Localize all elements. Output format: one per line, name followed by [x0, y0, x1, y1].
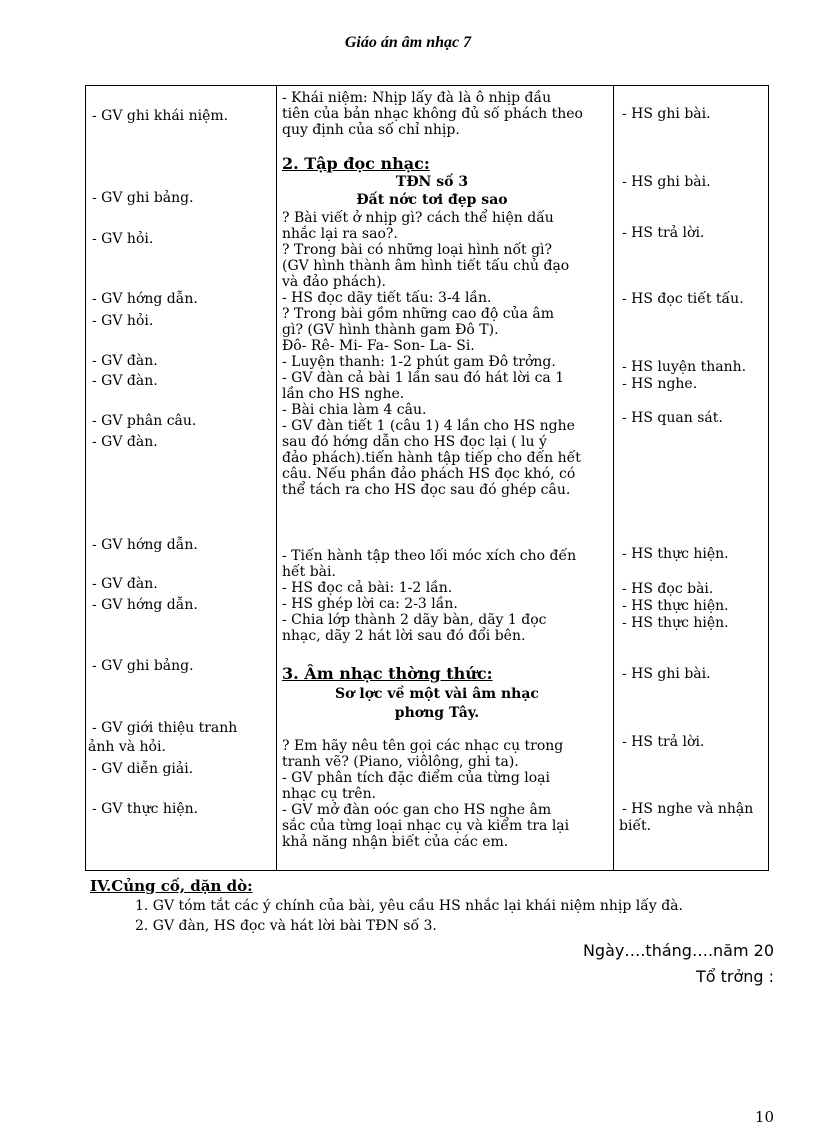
student-activity: - HS ghi bài.: [622, 106, 711, 122]
content-line: - Tiến hành tập theo lối móc xích cho đến: [282, 548, 577, 564]
content-line: lần cho HS nghe.: [282, 386, 405, 402]
teacher-activity: - GV đàn.: [92, 373, 158, 389]
student-activity: - HS đọc bài.: [622, 581, 714, 597]
content-line: khả năng nhận biết của các em.: [282, 834, 509, 850]
column-divider: [613, 86, 614, 870]
signature-block: [583, 938, 774, 990]
content-line: thể tách ra cho HS đọc sau đó ghép câu.: [282, 482, 571, 498]
teacher-activity: - GV ghi bảng.: [92, 658, 194, 674]
content-line: nhắc lại ra sao?.: [282, 226, 398, 242]
section-2-heading: 2. Tập đọc nhạc:: [282, 154, 430, 173]
content-block-instruments: [282, 738, 612, 850]
content-line: (GV hình thành âm hình tiết tấu chủ đạo: [282, 258, 570, 274]
student-activity: - HS quan sát.: [622, 410, 723, 426]
teacher-activity: - GV đàn.: [92, 353, 158, 369]
content-line: - GV đàn tiết 1 (câu 1) 4 lần cho HS nghe: [282, 418, 575, 434]
column-divider: [276, 86, 277, 870]
tdn-title: TĐN số 3: [395, 174, 469, 190]
teacher-activity: - GV đàn.: [92, 576, 158, 592]
content-line: - Khái niệm: Nhịp lấy đà là ô nhịp đầu: [282, 90, 552, 106]
section-3-subtitle-1: Sơ lợc về một vài âm nhạc: [335, 686, 539, 702]
content-line: - Bài chia làm 4 câu.: [282, 402, 427, 418]
content-line: gì? (GV hình thành gam Đô T).: [282, 322, 499, 338]
consolidation-heading: IV.Củng cố, dặn dò:: [90, 877, 253, 895]
teacher-activity: - GV ghi bảng.: [92, 190, 194, 206]
student-activity: - HS thực hiện.: [622, 598, 729, 614]
student-activity: - HS thực hiện.: [622, 546, 729, 562]
content-line: ? Trong bài gồm những cao độ của âm: [282, 306, 554, 322]
page-number: 10: [754, 1108, 774, 1126]
teacher-activity: - GV hớng dẫn.: [92, 291, 198, 307]
lesson-table: [85, 85, 769, 871]
content-line: sắc của từng loại nhạc cụ và kiểm tra lại: [282, 818, 570, 834]
content-line: Đô- Rê- Mi- Fa- Son- La- Si.: [282, 338, 475, 354]
content-line: - HS ghép lời ca: 2-3 lần.: [282, 596, 458, 612]
teacher-activity: ảnh và hỏi.: [88, 739, 166, 755]
content-line: câu. Nếu phần đảo phách HS đọc khó, có: [282, 466, 576, 482]
content-line: quy định của số chỉ nhịp.: [282, 122, 460, 138]
content-line: ? Em hãy nêu tên gọi các nhạc cụ trong: [282, 738, 564, 754]
teacher-activity: - GV thực hiện.: [92, 801, 199, 817]
teacher-activity: - GV hớng dẫn.: [92, 597, 198, 613]
content-line: ? Bài viết ở nhịp gì? cách thể hiện dấu: [282, 210, 554, 226]
content-line: nhạc cụ trên.: [282, 786, 377, 802]
teacher-activity: - GV ghi khái niệm.: [92, 108, 229, 124]
content-line: - HS đọc dãy tiết tấu: 3-4 lần.: [282, 290, 492, 306]
teacher-activity: - GV đàn.: [92, 434, 158, 450]
content-block-practice: [282, 548, 612, 644]
content-line: - GV đàn cả bài 1 lần sau đó hát lời ca 1: [282, 370, 565, 386]
teacher-activity: - GV giới thiệu tranh: [92, 720, 238, 736]
consolidation-item: 1. GV tóm tắt các ý chính của bài, yêu cầu HS nhắc lại khái niệm nhịp lấy đà.: [135, 898, 683, 914]
teacher-activity: - GV diễn giải.: [92, 761, 194, 777]
student-activity: - HS luyện thanh.: [622, 359, 747, 375]
content-line: tranh vẽ? (Piano, viôlông, ghi ta).: [282, 754, 519, 770]
student-activity: - HS trả lời.: [622, 734, 705, 750]
content-line: tiên của bản nhạc không đủ số phách theo: [282, 106, 583, 122]
student-activity: - HS nghe và nhận: [622, 801, 754, 817]
teacher-activity: - GV phân câu.: [92, 413, 197, 429]
student-activity: - HS nghe.: [622, 376, 698, 392]
signer-title: Tổ trởng :: [695, 967, 774, 986]
content-line: hết bài.: [282, 564, 336, 580]
content-line: - GV phân tích đặc điểm của từng loại: [282, 770, 550, 786]
teacher-activity: - GV hỏi.: [92, 231, 154, 247]
student-activity: - HS đọc tiết tấu.: [622, 291, 744, 307]
content-line: ? Trong bài có những loại hình nốt gì?: [282, 242, 553, 258]
content-block-concept: [282, 90, 612, 138]
content-line: - Luyện thanh: 1-2 phút gam Đô trởng.: [282, 354, 556, 370]
student-activity: - HS ghi bài.: [622, 666, 711, 682]
date-line: Ngày….tháng….năm 20: [582, 941, 774, 960]
student-activity: biết.: [619, 818, 652, 834]
content-line: đảo phách).tiến hành tập tiếp cho đến hết: [282, 450, 581, 466]
consolidation-item: 2. GV đàn, HS đọc và hát lời bài TĐN số 3.: [135, 918, 437, 934]
teacher-activity: - GV hỏi.: [92, 313, 154, 329]
student-activity: - HS thực hiện.: [622, 615, 729, 631]
section-3-subtitle-2: phơng Tây.: [394, 705, 480, 721]
section-3-heading: 3. Âm nhạc thờng thức:: [282, 664, 493, 683]
content-line: - GV mở đàn oóc gan cho HS nghe âm: [282, 802, 552, 818]
page-header: Giáo án âm nhạc 7: [344, 34, 472, 51]
content-line: - Chia lớp thành 2 dãy bàn, dãy 1 đọc: [282, 612, 547, 628]
content-line: và đảo phách).: [282, 274, 386, 290]
content-line: nhạc, dãy 2 hát lời sau đó đổi bên.: [282, 628, 526, 644]
content-line: - HS đọc cả bài: 1-2 lần.: [282, 580, 453, 596]
song-title: Đất nớc tơi đẹp sao: [356, 192, 508, 208]
student-activity: - HS ghi bài.: [622, 174, 711, 190]
student-activity: - HS trả lời.: [622, 225, 705, 241]
consolidation-section: [90, 876, 683, 936]
teacher-activity: - GV hớng dẫn.: [92, 537, 198, 553]
content-line: sau đó hớng dẫn cho HS đọc lại ( lu ý: [282, 434, 547, 450]
content-block-reading: [282, 210, 612, 498]
